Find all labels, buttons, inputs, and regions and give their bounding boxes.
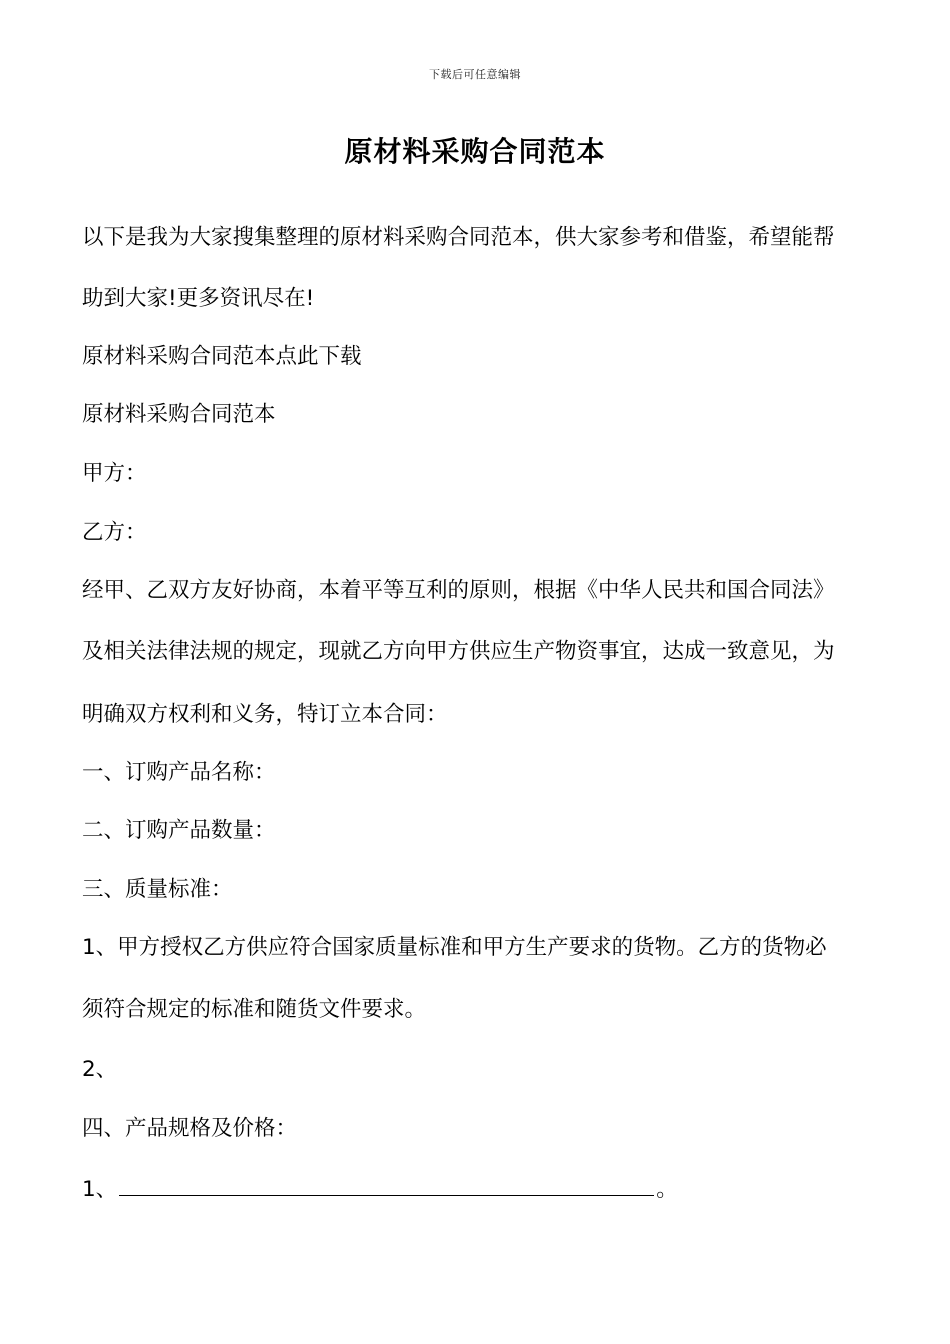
download-link-text: 原材料采购合同范本点此下载: [82, 344, 362, 369]
document-title: 原材料采购合同范本: [344, 135, 606, 168]
paragraph-line: 经甲、乙双方友好协商，本着平等互利的原则，根据《中华人民共和国合同法》: [82, 578, 835, 603]
clause-heading: 一、订购产品名称：: [82, 760, 276, 785]
fill-in-blank: [119, 1173, 654, 1196]
list-number: 1、: [82, 1177, 118, 1202]
section-heading: 原材料采购合同范本: [82, 402, 276, 427]
blank-fill-line: [82, 1173, 872, 1205]
clause-heading: 四、产品规格及价格：: [82, 1116, 298, 1141]
paragraph-line: 1、甲方授权乙方供应符合国家质量标准和甲方生产要求的货物。乙方的货物必: [82, 935, 827, 960]
paragraph-line: 须符合规定的标准和随货文件要求。: [82, 997, 427, 1022]
paragraph-line: 以下是我为大家搜集整理的原材料采购合同范本，供大家参考和借鉴，希望能帮: [82, 225, 835, 250]
party-b-label: 乙方：: [82, 520, 147, 545]
clause-heading: 三、质量标准：: [82, 877, 233, 902]
party-a-label: 甲方：: [82, 461, 147, 486]
list-item: 2、: [82, 1057, 118, 1082]
paragraph-line: 助到大家!更多资讯尽在!: [82, 286, 315, 311]
paragraph-line: 明确双方权利和义务，特订立本合同：: [82, 702, 448, 727]
clause-heading: 二、订购产品数量：: [82, 818, 276, 843]
header-note: 下载后可任意编辑: [429, 68, 521, 81]
line-end-mark: 。: [656, 1177, 678, 1202]
paragraph-line: 及相关法律法规的规定，现就乙方向甲方供应生产物资事宜，达成一致意见，为: [82, 639, 835, 664]
